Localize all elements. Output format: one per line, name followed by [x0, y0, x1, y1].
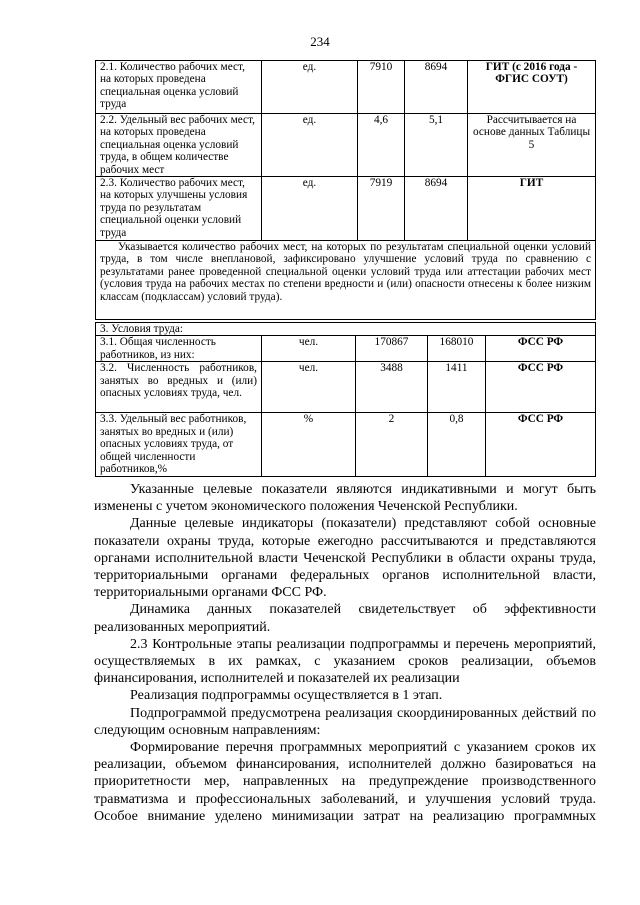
- paragraph: Реализация подпрограммы осуществляется в 1 этап.: [130, 688, 443, 704]
- indicator-source: ФСС РФ: [486, 413, 596, 477]
- paragraph: Указанные целевые показатели являются индикативными и могут быть изменены с учетом экономического положения Чеченской Республики.: [94, 482, 596, 515]
- indicator-value-1: 7910: [358, 61, 405, 114]
- table-row: [96, 362, 596, 413]
- indicator-value-2: 0,8: [428, 413, 486, 477]
- paragraph: Данные целевые индикаторы (показатели) представляют собой основные показатели охраны труда, которые ежегодно рассчитываются и представляются органами исполнительной власти Чеченской Республики в области охраны труда, территориальными органами федеральных органов исполнительной власти, территориальными органами ФСС РФ.: [94, 516, 596, 601]
- indicator-value-2: 1411: [428, 362, 486, 413]
- section-title: 3. Условия труда:: [96, 323, 596, 336]
- indicator-unit: ед.: [262, 61, 358, 114]
- table-row: [96, 177, 596, 241]
- indicator-name: 3.1. Общая численность работников, из них:: [96, 336, 262, 362]
- paragraph: Формирование перечня программных мероприятий с указанием сроков их реализации, объемом финансирования, исполнителей должно базироваться на приоритетности мер, направленных на предупреждение производственного травматизма и профессиональных заболеваний, и улучшения условий труда. Особое внимание уделено минимизации затрат на реализацию программных: [94, 740, 596, 824]
- paragraph: Динамика данных показателей свидетельствует об эффективности реализованных мероприятий.: [94, 602, 596, 635]
- table-note: Указывается количество рабочих мест, на которых по результатам специальной оценки условий труда, в том числе внеплановой, зафиксировано улучшение условий труда по сравнению с результатами ранее проведенной специальной оценки условий труда или аттестации рабочих мест (условия труда на рабочих местах по степени вредности и (или) опасности отнесены к более низким классам (подклассам) условий труда).: [96, 241, 596, 320]
- working-conditions-table: [95, 322, 596, 477]
- indicator-value-2: 8694: [405, 61, 468, 114]
- indicator-unit: чел.: [262, 336, 356, 362]
- table-row: [96, 336, 596, 362]
- indicator-value-2: 8694: [405, 177, 468, 241]
- indicator-value-1: 7919: [358, 177, 405, 241]
- body-text: [94, 481, 596, 825]
- indicator-source: ФСС РФ: [486, 336, 596, 362]
- indicators-table: [95, 60, 596, 320]
- indicator-name: 2.2. Удельный вес рабочих мест, на которых проведена специальная оценка условий труда, в общем количестве рабочих мест: [96, 114, 262, 177]
- indicator-value-1: 170867: [356, 336, 428, 362]
- indicator-source: ФСС РФ: [486, 362, 596, 413]
- indicator-unit: ед.: [262, 114, 358, 177]
- note-row: [96, 241, 596, 320]
- paragraph: Подпрограммой предусмотрена реализация скоординированных действий по следующим основным направлениям:: [94, 705, 596, 738]
- indicator-value-1: 4,6: [358, 114, 405, 177]
- indicator-name: 3.3. Удельный вес работников, занятых во вредных и (или) опасных условиях труда, от общей численности работников,%: [96, 413, 262, 477]
- section-row: [96, 323, 596, 336]
- indicator-unit: чел.: [262, 362, 356, 413]
- indicator-source: Рассчитывается на основе данных Таблицы 5: [468, 114, 596, 177]
- indicator-name: 2.1. Количество рабочих мест, на которых проведена специальная оценка условий труда: [96, 61, 262, 114]
- indicator-value-1: 2: [356, 413, 428, 477]
- indicator-source: ГИТ: [468, 177, 596, 241]
- indicator-unit: %: [262, 413, 356, 477]
- table-row: [96, 61, 596, 114]
- indicator-value-2: 168010: [428, 336, 486, 362]
- indicator-value-1: 3488: [356, 362, 428, 413]
- table-row: [96, 413, 596, 477]
- indicator-unit: ед.: [262, 177, 358, 241]
- indicator-name: 3.2. Численность работников, занятых во вредных и (или) опасных условиях труда, чел.: [96, 362, 262, 413]
- indicator-source: ГИТ (с 2016 года - ФГИС СОУТ): [468, 61, 596, 114]
- section-heading: 2.3 Контрольные этапы реализации подпрограммы и перечень мероприятий, осуществляемых в их рамках, с указанием сроков реализации, объемов финансирования, исполнителей и показателей их реализации: [94, 636, 596, 687]
- indicator-value-2: 5,1: [405, 114, 468, 177]
- page-number: 234: [310, 34, 330, 49]
- indicator-name: 2.3. Количество рабочих мест, на которых улучшены условия труда по результатам специальной оценки условий труда: [96, 177, 262, 241]
- table-row: [96, 114, 596, 177]
